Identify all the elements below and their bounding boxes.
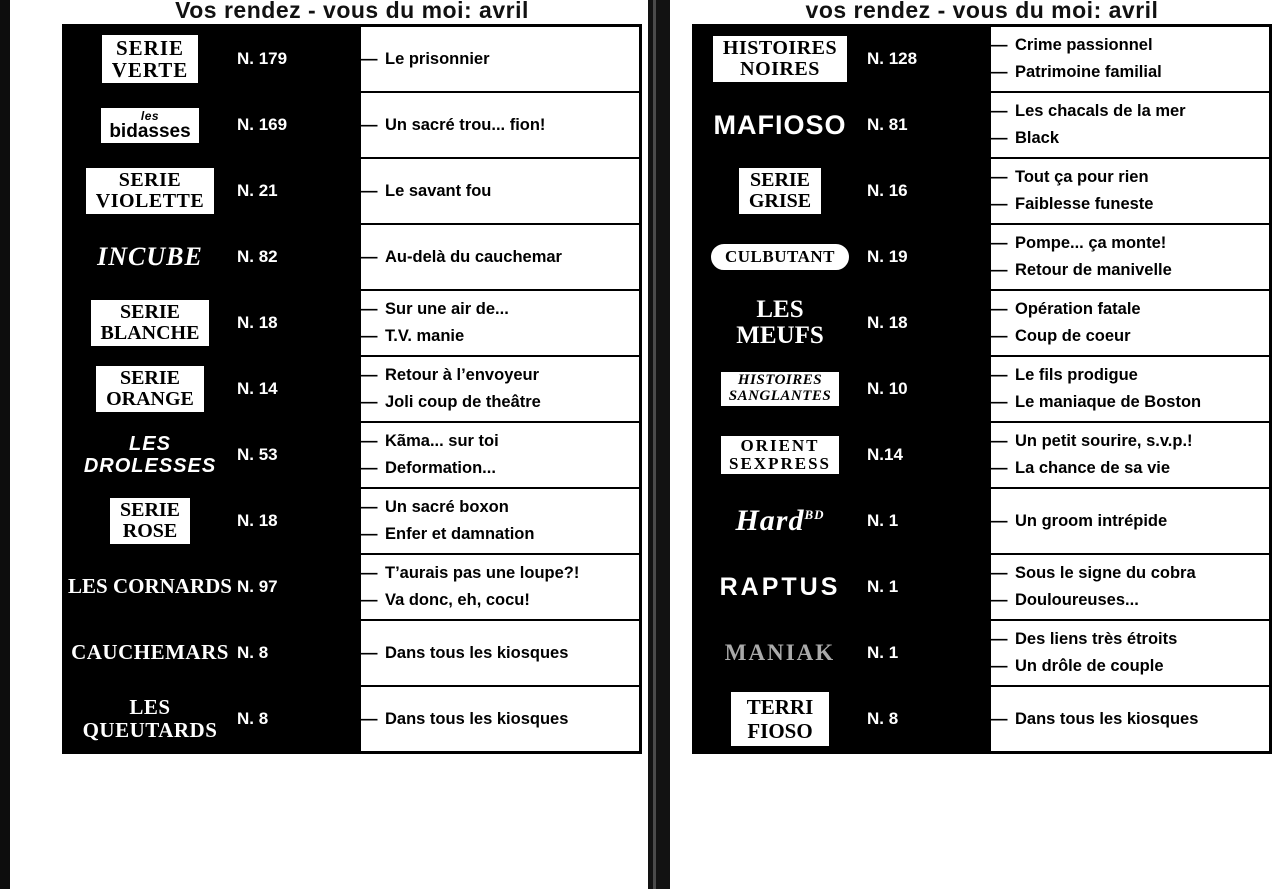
logo-line-2: VIOLETTE [95, 190, 205, 212]
table-row [694, 224, 1271, 290]
story-titles [990, 554, 1271, 620]
issue-number: N.14 [866, 422, 990, 488]
left-listing-table [62, 24, 642, 754]
dash-icon: — [991, 630, 1008, 648]
story-title: — Un sacré boxon [361, 494, 639, 521]
series-logo-les-meufs [694, 290, 867, 356]
table-row [64, 290, 641, 356]
logo-line-1: MAFIOSO [713, 109, 847, 140]
table-row [64, 686, 641, 753]
logo-line-1: SERIE [119, 367, 180, 389]
logo-line-1: SERIE [119, 301, 181, 323]
story-title: — Faiblesse funeste [991, 191, 1269, 218]
story-title: — Un sacré trou... fion! [361, 112, 639, 139]
table-row [694, 554, 1271, 620]
series-logo-serie-violette [64, 158, 237, 224]
issue-number: N. 8 [866, 686, 990, 753]
issue-number: N. 19 [866, 224, 990, 290]
page-edge-left [0, 0, 10, 889]
dash-icon: — [991, 234, 1008, 252]
series-logo-bd-hard [694, 488, 867, 554]
right-column [692, 0, 1272, 754]
story-title: — Le fils prodigue [991, 362, 1269, 389]
dash-icon: — [361, 564, 378, 582]
table-row [694, 686, 1271, 753]
issue-number: N. 18 [236, 488, 360, 554]
table-row [64, 224, 641, 290]
table-row [64, 92, 641, 158]
series-logo-mafioso [694, 92, 867, 158]
logo-line-1: Hard [735, 504, 805, 537]
story-title: — Enfer et damnation [361, 521, 639, 548]
issue-number: N. 81 [866, 92, 990, 158]
dash-icon: — [991, 327, 1008, 345]
story-titles [990, 422, 1271, 488]
story-title: — Le savant fou [361, 178, 639, 205]
story-title: — Crime passionnel [991, 32, 1269, 59]
story-titles [990, 686, 1271, 753]
issue-number: N. 21 [236, 158, 360, 224]
table-row [64, 554, 641, 620]
dash-icon: — [361, 181, 378, 200]
story-title: — Joli coup de theâtre [361, 389, 639, 416]
logo-line-1: SERIE [119, 499, 181, 521]
logo-line-2: SEXPRESS [729, 454, 831, 473]
logo-line-2: CORNARDS [112, 574, 232, 599]
story-titles [360, 422, 641, 488]
series-logo-maniak [694, 620, 867, 686]
logo-line-1: HISTOIRES [722, 37, 838, 59]
story-title: — Sur une air de... [361, 296, 639, 323]
story-titles [990, 158, 1271, 224]
story-title: — Au-delà du cauchemar [361, 244, 639, 271]
table-row [694, 290, 1271, 356]
issue-number: N. 53 [236, 422, 360, 488]
story-title: — Dans tous les kiosques [991, 706, 1269, 733]
logo-line-2: les [140, 108, 160, 123]
logo-line-2: BLANCHE [100, 322, 200, 344]
story-title: — Retour de manivelle [991, 257, 1269, 284]
dash-icon: — [991, 657, 1008, 675]
story-title: — Des liens très étroits [991, 626, 1269, 653]
series-logo-serie-orange [64, 356, 237, 422]
series-logo-serie-blanche [64, 290, 237, 356]
issue-number: N. 169 [236, 92, 360, 158]
story-titles [990, 26, 1271, 93]
story-titles [990, 224, 1271, 290]
right-heading: vos rendez - vous du moi: avril [805, 0, 1159, 18]
story-titles [360, 224, 641, 290]
table-row [64, 26, 641, 93]
story-titles [360, 488, 641, 554]
story-titles [990, 620, 1271, 686]
logo-line-1: TERRI [746, 694, 814, 719]
table-row [64, 488, 641, 554]
logo-line-1: LES [68, 574, 108, 599]
logo-line-1: HISTOIRES [737, 372, 823, 389]
story-titles [360, 290, 641, 356]
story-title: — Le prisonnier [361, 46, 639, 73]
issue-number: N. 128 [866, 26, 990, 93]
logo-line-2: ROSE [122, 520, 178, 542]
story-title: — Retour à l’envoyeur [361, 362, 639, 389]
dash-icon: — [991, 459, 1008, 477]
table-row [694, 620, 1271, 686]
story-title: — Kãma... sur toi [361, 428, 639, 455]
series-logo-les-queutards [64, 686, 237, 753]
dash-icon: — [991, 366, 1008, 384]
dash-icon: — [991, 129, 1008, 147]
story-title: — T.V. manie [361, 323, 639, 350]
logo-line-2: NOIRES [740, 58, 820, 80]
dash-icon: — [361, 459, 378, 477]
table-row [64, 158, 641, 224]
series-logo-histoires-sanglantes [694, 356, 867, 422]
story-titles [360, 356, 641, 422]
story-title: — Pompe... ça monte! [991, 230, 1269, 257]
dash-icon: — [361, 327, 378, 345]
series-logo-les-drolesses [64, 422, 237, 488]
left-column [62, 0, 642, 754]
issue-number: N. 10 [866, 356, 990, 422]
logo-line-1: LES [129, 433, 171, 455]
story-titles [360, 554, 641, 620]
dash-icon: — [361, 591, 378, 609]
dash-icon: — [991, 195, 1008, 213]
story-title: — Le maniaque de Boston [991, 389, 1269, 416]
story-titles [990, 488, 1271, 554]
dash-icon: — [361, 300, 378, 318]
logo-line-2: VERTE [111, 58, 189, 82]
page-gutter [648, 0, 670, 889]
table-row [694, 26, 1271, 93]
table-row [694, 488, 1271, 554]
series-logo-serie-grise [694, 158, 867, 224]
dash-icon: — [361, 525, 378, 543]
logo-line-1: INCUBE [97, 242, 203, 271]
story-titles [360, 620, 641, 686]
dash-icon: — [991, 36, 1008, 54]
issue-number: N. 18 [236, 290, 360, 356]
issue-number: N. 82 [236, 224, 360, 290]
table-row [64, 422, 641, 488]
dash-icon: — [991, 168, 1008, 186]
logo-line-1: bidasses [109, 120, 191, 142]
story-title: — Sous le signe du cobra [991, 560, 1269, 587]
logo-line-2: BD [804, 507, 825, 522]
story-title: — Un petit sourire, s.v.p.! [991, 428, 1269, 455]
logo-line-1: LES [129, 694, 171, 719]
series-logo-serie-rose [64, 488, 237, 554]
dash-icon: — [361, 393, 378, 411]
table-row [694, 92, 1271, 158]
logo-line-2: GRISE [748, 190, 812, 212]
story-title: — Opération fatale [991, 296, 1269, 323]
logo-line-2: SANGLANTES [728, 388, 832, 404]
table-row [694, 158, 1271, 224]
dash-icon: — [991, 261, 1008, 279]
dash-icon: — [361, 115, 378, 134]
dash-icon: — [361, 247, 378, 266]
issue-number: N. 1 [866, 620, 990, 686]
dash-icon: — [361, 498, 378, 516]
dash-icon: — [991, 63, 1008, 81]
right-listing-table [692, 24, 1272, 754]
issue-number: N. 8 [236, 686, 360, 753]
logo-line-1: LES [756, 295, 804, 323]
dash-icon: — [991, 511, 1008, 530]
logo-line-1: CULBUTANT [709, 242, 851, 272]
issue-number: N. 14 [236, 356, 360, 422]
story-title: — Patrimoine familial [991, 59, 1269, 86]
dash-icon: — [991, 432, 1008, 450]
story-titles [360, 92, 641, 158]
dash-icon: — [991, 709, 1008, 728]
logo-line-1: MANIAK [724, 640, 836, 665]
page-edge-left-inner [10, 0, 14, 889]
issue-number: N. 18 [866, 290, 990, 356]
story-titles [360, 686, 641, 753]
issue-number: N. 8 [236, 620, 360, 686]
story-title: — Tout ça pour rien [991, 164, 1269, 191]
story-title: — Deformation... [361, 455, 639, 482]
dash-icon: — [361, 366, 378, 384]
issue-number: N. 1 [866, 554, 990, 620]
story-title: — Va donc, eh, cocu! [361, 587, 639, 614]
story-title: — Les chacals de la mer [991, 98, 1269, 125]
logo-line-1: SERIE [749, 169, 811, 191]
story-title: — Black [991, 125, 1269, 152]
series-logo-serie-verte [64, 26, 237, 93]
dash-icon: — [361, 49, 378, 68]
issue-number: N. 1 [866, 488, 990, 554]
dash-icon: — [361, 432, 378, 450]
issue-number: N. 97 [236, 554, 360, 620]
issue-number: N. 179 [236, 26, 360, 93]
logo-line-2: MEUFS [736, 322, 824, 349]
logo-line-2: ORANGE [106, 388, 194, 410]
series-logo-bidasses [64, 92, 237, 158]
story-title: — Un drôle de couple [991, 653, 1269, 680]
series-logo-raptus [694, 554, 867, 620]
story-titles [990, 356, 1271, 422]
story-titles [990, 290, 1271, 356]
story-title: — Un groom intrépide [991, 508, 1269, 535]
table-row [694, 422, 1271, 488]
series-logo-histoires-noires [694, 26, 867, 93]
dash-icon: — [991, 300, 1008, 318]
story-titles [360, 158, 641, 224]
story-title: — La chance de sa vie [991, 455, 1269, 482]
issue-number: N. 16 [866, 158, 990, 224]
logo-line-1: CAUCHEMARS [71, 640, 229, 665]
logo-line-1: SERIE [115, 35, 185, 60]
table-row [64, 356, 641, 422]
logo-line-1: ORIENT [740, 436, 820, 456]
series-logo-terrifioso [694, 686, 867, 753]
dash-icon: — [361, 643, 378, 662]
table-row [64, 620, 641, 686]
series-logo-cauchemars [64, 620, 237, 686]
series-logo-les-cornards [64, 554, 237, 620]
table-row [694, 356, 1271, 422]
dash-icon: — [361, 709, 378, 728]
story-title: — Douloureuses... [991, 587, 1269, 614]
left-heading: Vos rendez - vous du moi: avril [175, 0, 529, 18]
story-title: — Dans tous les kiosques [361, 640, 639, 667]
dash-icon: — [991, 102, 1008, 120]
logo-line-1: RAPTUS [719, 572, 841, 601]
logo-line-2: QUEUTARDS [82, 718, 218, 742]
story-titles [360, 26, 641, 93]
story-titles [990, 92, 1271, 158]
series-logo-incube [64, 224, 237, 290]
story-title: — Coup de coeur [991, 323, 1269, 350]
dash-icon: — [991, 591, 1008, 609]
logo-line-1: SERIE [118, 169, 182, 191]
series-logo-culbutant [694, 224, 867, 290]
dash-icon: — [991, 564, 1008, 582]
series-logo-orient-sexpress [694, 422, 867, 488]
logo-line-2: FIOSO [747, 719, 813, 743]
dash-icon: — [991, 393, 1008, 411]
logo-line-2: DROLESSES [83, 455, 217, 477]
story-title: — Dans tous les kiosques [361, 706, 639, 733]
story-title: — T’aurais pas une loupe?! [361, 560, 639, 587]
